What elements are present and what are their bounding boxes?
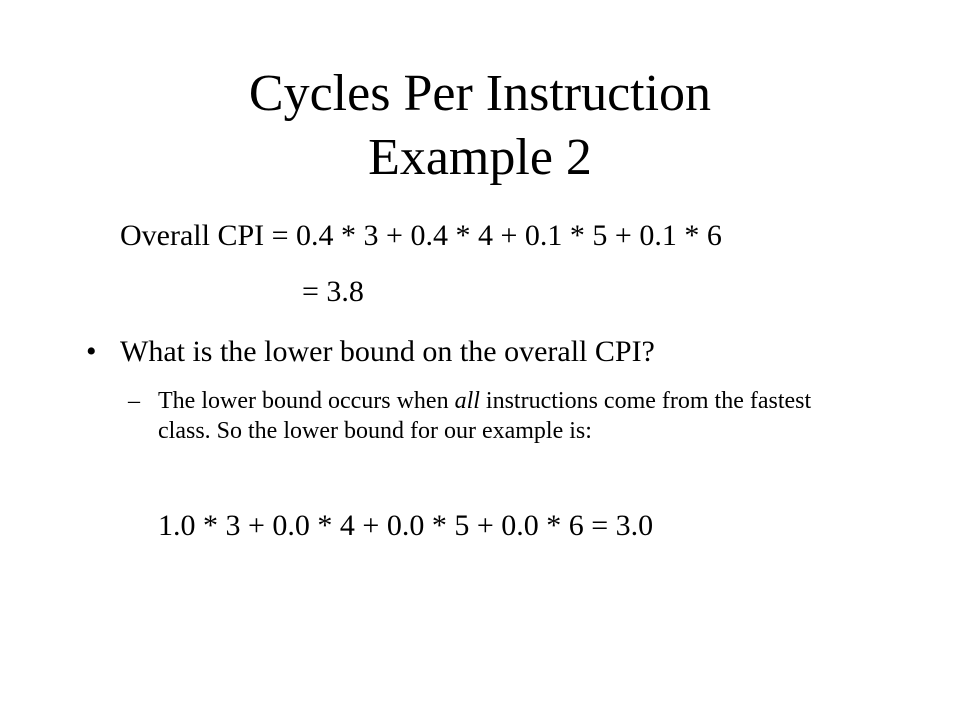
overall-cpi-result: = 3.8 [302,275,364,308]
bullet-question-text: What is the lower bound on the overall CPI? [120,335,655,368]
sub-bullet-text [158,386,848,446]
sub-text-after: instructions come from the fastest class. So the lower bound for our example is: [158,388,812,444]
title-line-2: Example 2 [368,129,592,186]
sub-text-emphasis: all [454,388,480,414]
slide-title [0,62,960,190]
lower-bound-equation: 1.0 * 3 + 0.0 * 4 + 0.0 * 5 + 0.0 * 6 = 3.0 [158,509,654,542]
overall-cpi-equation: Overall CPI = 0.4 * 3 + 0.4 * 4 + 0.1 * 5 + 0.1 * 6 [120,219,722,252]
title-line-1: Cycles Per Instruction [248,65,712,122]
sub-bullet [128,386,848,446]
sub-text-before: The lower bound occurs when [158,388,455,414]
sub-bullet-marker: – [128,388,140,414]
bullet-question [86,332,655,372]
bullet-marker: • [86,335,97,368]
